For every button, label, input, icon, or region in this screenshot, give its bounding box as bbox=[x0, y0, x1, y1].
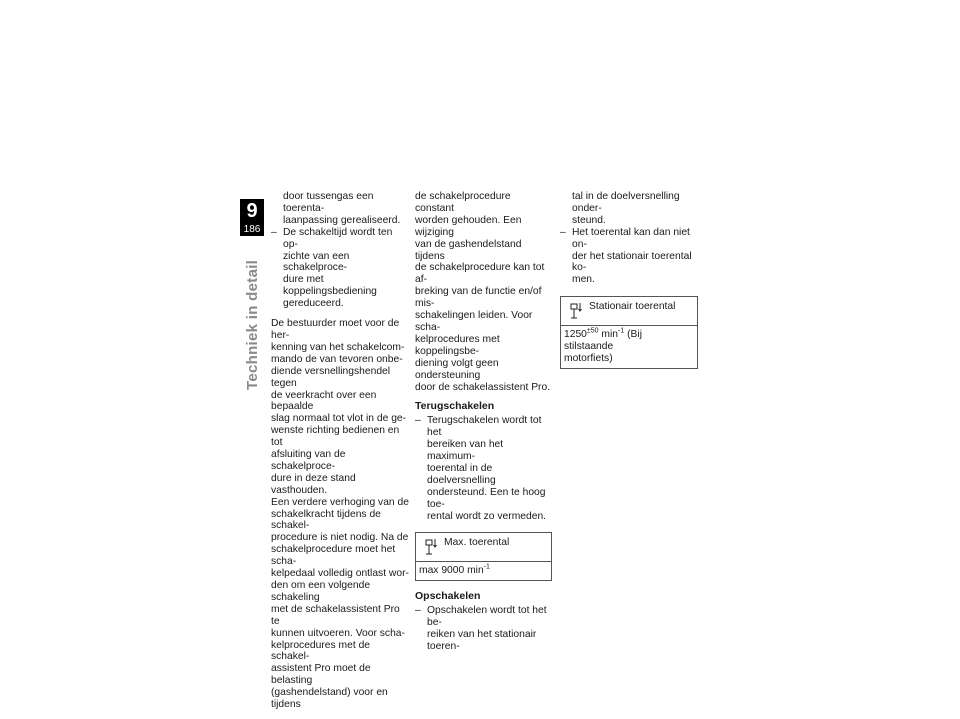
line: kenning van het schakelcom- bbox=[271, 341, 405, 353]
paragraph bbox=[415, 191, 552, 393]
line: Opschakelen wordt tot het be- bbox=[427, 605, 547, 629]
chapter-number: 9 bbox=[246, 200, 258, 222]
line: door de schakelassistent Pro. bbox=[415, 381, 551, 393]
line: diende versnellingshendel tegen bbox=[271, 365, 391, 389]
line: met de schakelassistent Pro te bbox=[271, 603, 400, 627]
line: schakelingen leiden. Voor scha- bbox=[415, 310, 533, 333]
line: de schakelprocedure constant bbox=[415, 191, 511, 214]
line: tal in de doelversnelling onder- bbox=[572, 191, 680, 214]
line: kelpedaal volledig ontlast wor- bbox=[271, 568, 409, 580]
continued-text bbox=[560, 191, 698, 227]
line: wenste richting bedienen en tot bbox=[271, 425, 400, 449]
spec-value bbox=[561, 326, 697, 368]
line: ondersteund. Een te hoog toe- bbox=[427, 486, 546, 510]
spec-title: Max. toerental bbox=[444, 537, 510, 549]
line: schakelprocedure moet het scha- bbox=[271, 544, 396, 568]
line: De bestuurder moet voor de her- bbox=[271, 318, 400, 341]
chapter-title: Techniek in detail bbox=[244, 259, 261, 390]
spec-value-text: max 9000 min bbox=[419, 565, 484, 577]
bullet-item bbox=[415, 415, 552, 522]
line: toerental in de doelversnelling bbox=[427, 462, 496, 486]
line: laanpassing gerealiseerd. bbox=[283, 214, 401, 226]
bullet-item bbox=[415, 605, 552, 653]
line: dure in deze stand vasthouden. bbox=[271, 472, 356, 496]
line: Terugschakelen wordt tot het bbox=[427, 415, 542, 439]
spec-box-max-rpm bbox=[415, 532, 552, 581]
line: afsluiting van de schakelproce- bbox=[271, 449, 346, 472]
line: procedure is niet nodig. Na de bbox=[271, 532, 409, 544]
spec-title: Stationair toerental bbox=[589, 301, 676, 313]
line: kunnen uitvoeren. Voor scha- bbox=[271, 627, 405, 639]
paragraph bbox=[271, 318, 409, 711]
line: kelprocedures met de schakel- bbox=[271, 639, 371, 663]
line: gereduceerd. bbox=[283, 298, 344, 310]
line: worden gehouden. Een wijziging bbox=[415, 214, 522, 238]
line: steund. bbox=[572, 214, 606, 226]
line: bereiken van het maximum- bbox=[427, 439, 504, 463]
line: assistent Pro moet de belasting bbox=[271, 663, 371, 687]
line: schakelkracht tijdens de schakel- bbox=[271, 508, 381, 532]
spec-header bbox=[416, 533, 551, 562]
line: de schakelprocedure kan tot af- bbox=[415, 262, 545, 286]
spec-value-sup: -1 bbox=[483, 564, 490, 572]
column-1 bbox=[271, 191, 409, 719]
line: den om een volgende schakeling bbox=[271, 580, 371, 603]
line: diening volgt geen ondersteuning bbox=[415, 357, 499, 381]
spec-value-main: 1250 bbox=[564, 329, 587, 341]
heading-opschakelen: Opschakelen bbox=[415, 590, 481, 603]
line: men. bbox=[572, 274, 595, 286]
spec-header bbox=[561, 297, 697, 326]
column-3 bbox=[560, 191, 698, 379]
heading-terugschakelen: Terugschakelen bbox=[415, 400, 495, 413]
line: de veerkracht over een bepaalde bbox=[271, 389, 377, 413]
spec-value-unit: min bbox=[598, 329, 619, 341]
dash-icon: – bbox=[415, 605, 421, 617]
line: Een verdere verhoging van de bbox=[271, 496, 409, 508]
line: De schakeltijd wordt ten op- bbox=[283, 226, 393, 250]
rpm-gauge-icon bbox=[570, 301, 582, 321]
line: van de gashendelstand tijdens bbox=[415, 238, 522, 262]
line: dure met koppelingsbediening bbox=[283, 274, 377, 298]
line: kelprocedures met koppelingsbe- bbox=[415, 333, 500, 357]
bullet-item bbox=[271, 227, 409, 310]
spec-value-note: (Bij stilstaande bbox=[564, 329, 642, 353]
spec-value-note-2: motorfiets) bbox=[564, 353, 613, 365]
rpm-gauge-icon bbox=[425, 537, 437, 557]
dash-icon: – bbox=[560, 226, 566, 238]
line: door tussengas een toerenta- bbox=[283, 191, 374, 214]
bullet-item bbox=[560, 227, 698, 287]
spec-unit-sup: -1 bbox=[618, 327, 625, 335]
spec-value-tolerance: ±50 bbox=[586, 327, 599, 335]
line: (gashendelstand) voor en tijdens bbox=[271, 687, 388, 711]
line: der het stationair toerental ko- bbox=[572, 250, 692, 274]
spec-box-idle-rpm bbox=[560, 296, 698, 369]
column-2 bbox=[415, 191, 552, 653]
line: mando de van tevoren onbe- bbox=[271, 353, 403, 365]
page-number: 186 bbox=[240, 223, 264, 236]
line: reiken van het stationair toeren- bbox=[427, 629, 537, 653]
dash-icon: – bbox=[415, 415, 421, 427]
line: Het toerental kan dan niet on- bbox=[572, 226, 690, 250]
dash-icon: – bbox=[271, 226, 277, 238]
line: slag normaal tot vlot in de ge- bbox=[271, 413, 407, 425]
spec-value bbox=[416, 562, 551, 580]
continued-text bbox=[271, 191, 409, 227]
line: rental wordt zo vermeden. bbox=[427, 510, 547, 522]
line: zichte van een schakelproce- bbox=[283, 250, 350, 274]
line: breking van de functie en/of mis- bbox=[415, 286, 542, 310]
